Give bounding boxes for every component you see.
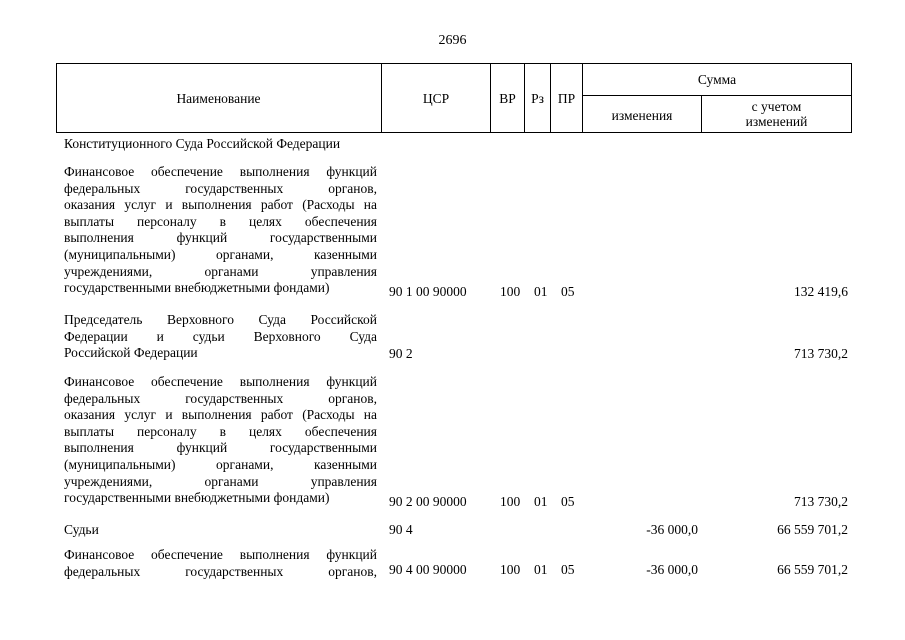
row-csr: 90 4 00 90000 (389, 562, 467, 577)
header-name: Наименование (176, 91, 261, 106)
row-csr: 90 4 (389, 522, 413, 537)
row-name-line: оказания услуг и выполнения работ (Расходы на (64, 197, 377, 213)
row-csr: 90 2 (389, 346, 413, 361)
row-name (64, 136, 377, 153)
row-name-line: Конституционного Суда Российской Федерации (64, 136, 341, 151)
sum-divider (582, 95, 852, 96)
row-total: 713 730,2 (794, 346, 848, 361)
header-total-line2: изменений (745, 114, 808, 129)
row-name (64, 547, 377, 580)
row-change: -36 000,0 (646, 522, 698, 537)
header-total (702, 99, 851, 129)
row-csr: 90 2 00 90000 (389, 494, 467, 509)
row-total: 132 419,6 (794, 284, 848, 299)
row-name-line: выполнения функций государственными (64, 440, 377, 456)
row-name-line: (муниципальными) органами, казенными (64, 246, 377, 262)
row-total: 66 559 701,2 (777, 522, 848, 537)
row-name (64, 374, 377, 507)
header-pr: ПР (557, 91, 576, 106)
row-total: 713 730,2 (794, 494, 848, 509)
row-name-line: Финансовое обеспечение выполнения функций (64, 374, 377, 389)
table-header (56, 63, 852, 133)
header-right-border (851, 63, 852, 133)
row-name-line: Председатель Верховного Суда Российской (64, 312, 377, 327)
row-name-line: Российской Федерации (64, 345, 198, 361)
row-name-line: выплаты персоналу в целях обеспечения (64, 213, 377, 229)
row-vr: 100 (500, 562, 521, 577)
header-vr: ВР (499, 91, 516, 106)
row-vr: 100 (500, 284, 521, 299)
row-rz: 01 (534, 562, 548, 577)
row-name-line: выполнения функций государственными (64, 230, 377, 246)
row-csr: 90 1 00 90000 (389, 284, 467, 299)
row-name-line: федеральных государственных органов, (64, 390, 377, 406)
row-name (64, 312, 377, 362)
row-name-line: государственными внебюджетными фондами) (64, 280, 330, 296)
row-name-line: (муниципальными) органами, казенными (64, 456, 377, 472)
row-name-line: Финансовое обеспечение выполнения функций (64, 547, 377, 562)
row-name-line: федеральных государственных органов, (64, 180, 377, 196)
row-name-line: государственными внебюджетными фондами) (64, 490, 330, 506)
row-name-line: федеральных государственных органов, (64, 563, 377, 579)
row-name-line: оказания услуг и выполнения работ (Расходы на (64, 407, 377, 423)
page-number: 2696 (438, 33, 467, 48)
row-name-line: Федерации и судьи Верховного Суда (64, 328, 377, 344)
row-rz: 01 (534, 284, 548, 299)
row-name (64, 164, 377, 297)
row-name-line: учреждениями, органами управления (64, 473, 377, 489)
header-rz: Рз (531, 91, 544, 106)
row-pr: 05 (561, 284, 575, 299)
row-change: -36 000,0 (646, 562, 698, 577)
header-top-border (56, 63, 852, 64)
header-csr: ЦСР (422, 91, 450, 106)
header-total-line1: с учетом (751, 99, 802, 114)
row-name-line: Финансовое обеспечение выполнения функций (64, 164, 377, 179)
header-sum: Сумма (697, 72, 737, 87)
row-pr: 05 (561, 562, 575, 577)
row-rz: 01 (534, 494, 548, 509)
row-name-line: учреждениями, органами управления (64, 263, 377, 279)
row-vr: 100 (500, 494, 521, 509)
row-name (64, 522, 377, 539)
header-change: изменения (611, 108, 673, 123)
header-bottom-border (56, 132, 852, 133)
row-name-line: Судьи (64, 522, 99, 537)
row-name-line: выплаты персоналу в целях обеспечения (64, 423, 377, 439)
row-total: 66 559 701,2 (777, 562, 848, 577)
row-pr: 05 (561, 494, 575, 509)
